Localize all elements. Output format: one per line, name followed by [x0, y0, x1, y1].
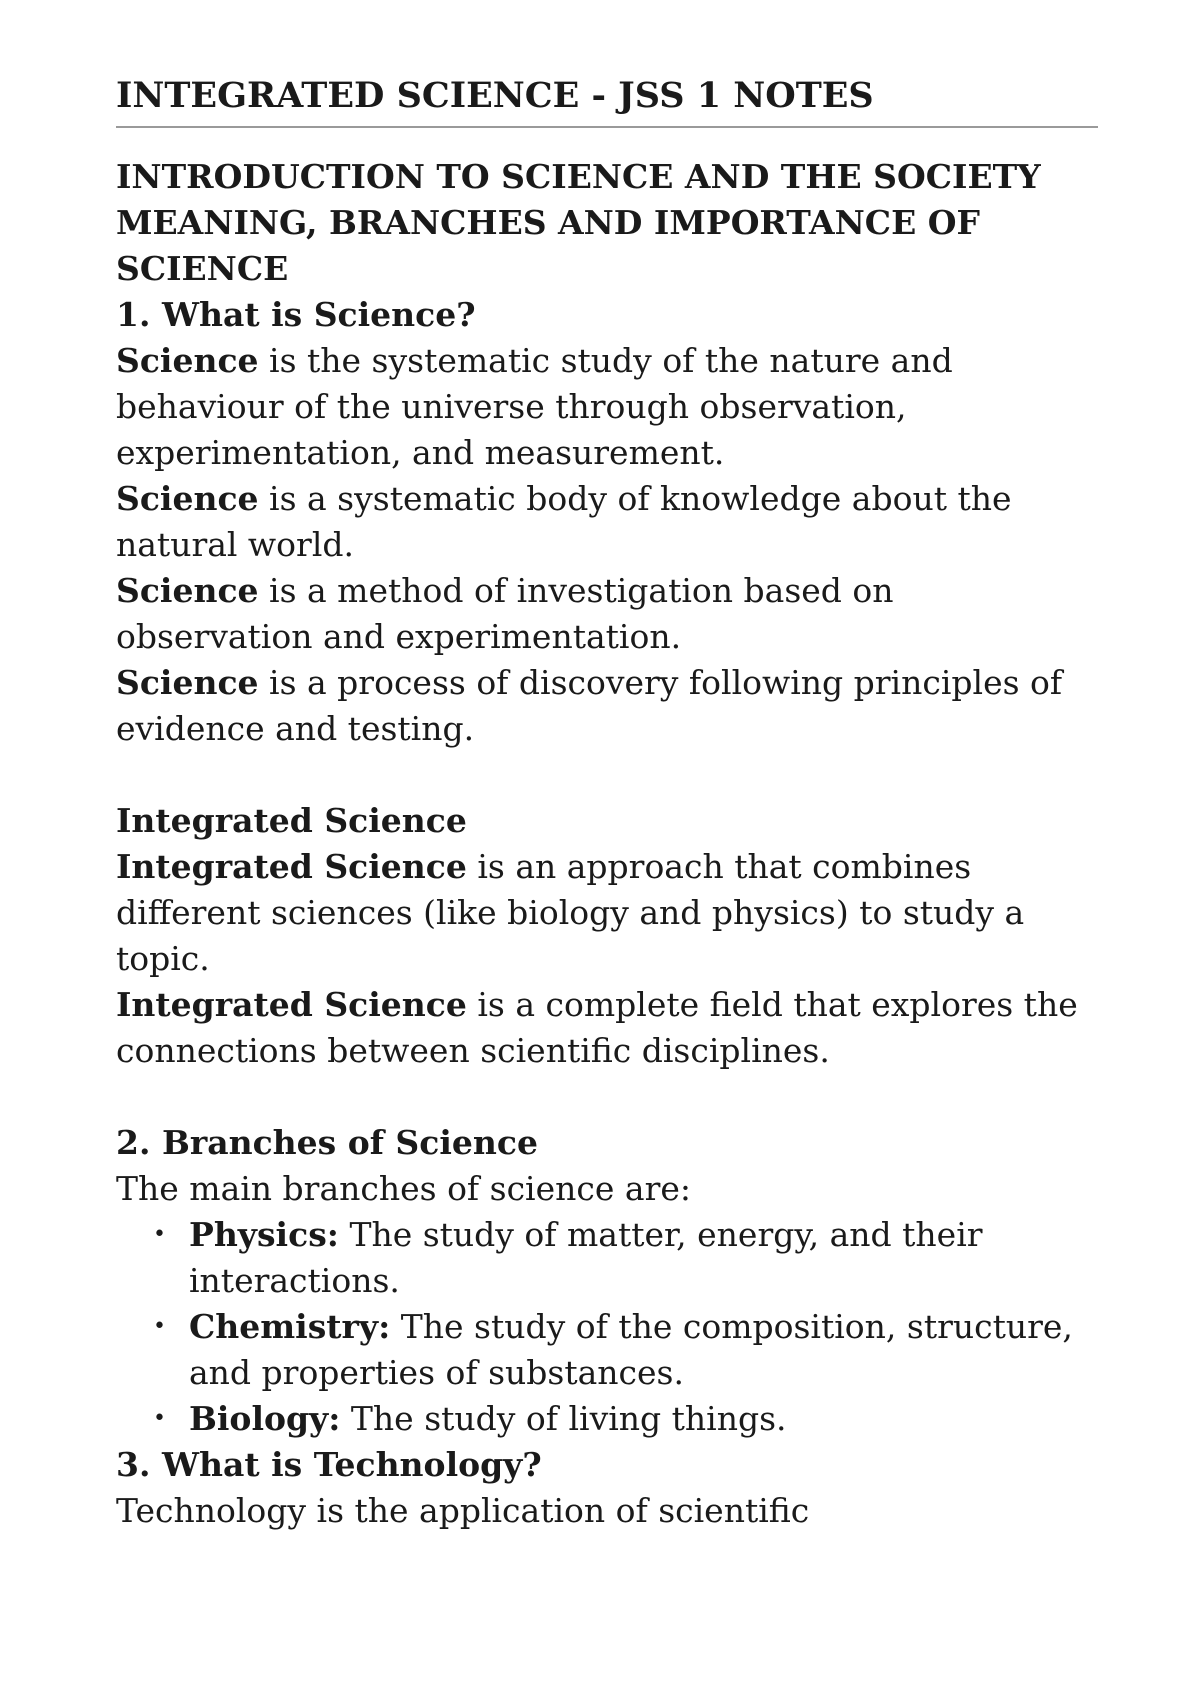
branches-list	[116, 1212, 1096, 1442]
branch-text: The study of living things.	[340, 1399, 787, 1438]
document-title: INTEGRATED SCIENCE - JSS 1 NOTES	[116, 72, 1098, 128]
bullet-icon: •	[153, 1222, 166, 1247]
list-item	[116, 1304, 1096, 1396]
technology-text: Technology is the application of scientific	[116, 1491, 810, 1530]
bullet-icon: •	[153, 1314, 166, 1339]
science-definition	[116, 568, 1096, 660]
heading-what-is-science: 1. What is Science?	[116, 295, 476, 334]
definition-term: Science	[116, 571, 259, 610]
science-definition	[116, 476, 1096, 568]
definition-text: is a process of discovery following principles of evidence and testing.	[116, 663, 1063, 748]
science-definition	[116, 338, 1096, 476]
heading-branches-of-science: 2. Branches of Science	[116, 1123, 538, 1162]
definition-term: Science	[116, 479, 259, 518]
integrated-science-definition	[116, 844, 1096, 982]
definition-text: is a systematic body of knowledge about the natural world.	[116, 479, 1012, 564]
list-item	[116, 1396, 1096, 1442]
definition-text: is the systematic study of the nature and behaviour of the universe through observation, experimentation, and measurement.	[116, 341, 953, 472]
branches-intro: The main branches of science are:	[116, 1169, 691, 1208]
heading-integrated-science: Integrated Science	[116, 801, 467, 840]
definition-term: Integrated Science	[116, 985, 467, 1024]
branch-text: The study of the composition, structure, and properties of substances.	[189, 1307, 1073, 1392]
branch-term: Biology:	[189, 1399, 341, 1438]
definition-term: Science	[116, 341, 259, 380]
science-definition	[116, 660, 1096, 752]
definition-text: is an approach that combines different sciences (like biology and physics) to study a topic.	[116, 847, 1025, 978]
branch-term: Physics:	[189, 1215, 339, 1254]
document-page	[116, 72, 1096, 1534]
section-heading-intro	[116, 154, 1096, 292]
definition-text: is a complete field that explores the connections between scientific disciplines.	[116, 985, 1078, 1070]
heading-what-is-technology: 3. What is Technology?	[116, 1445, 542, 1484]
paragraph-spacer	[116, 752, 1096, 798]
integrated-science-definition	[116, 982, 1096, 1074]
paragraph-spacer	[116, 1074, 1096, 1120]
list-item	[116, 1212, 1096, 1304]
branch-term: Chemistry:	[189, 1307, 391, 1346]
branch-text: The study of matter, energy, and their interactions.	[189, 1215, 983, 1300]
section-heading-intro-line1: INTRODUCTION TO SCIENCE AND THE SOCIETY	[116, 157, 1041, 196]
document-content	[116, 154, 1096, 1534]
section-heading-intro-line2: MEANING, BRANCHES AND IMPORTANCE OF SCIENCE	[116, 203, 980, 288]
definition-term: Integrated Science	[116, 847, 467, 886]
definition-term: Science	[116, 663, 259, 702]
bullet-icon: •	[153, 1406, 166, 1431]
definition-text: is a method of investigation based on observation and experimentation.	[116, 571, 894, 656]
